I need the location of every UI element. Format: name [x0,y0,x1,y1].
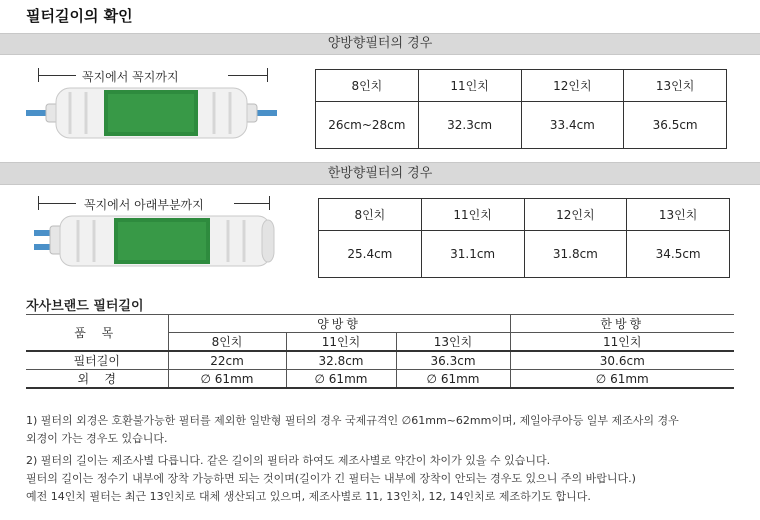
note-line: 예전 14인치 필터는 최근 13인치로 대체 생산되고 있으며, 제조사별로 11, 13인치, 12, 14인치로 제조하기도 합니다. [26,490,591,503]
dimension-label: 꼭지에서 아래부분까지 [84,198,204,212]
size-header: 12인치 [524,199,627,231]
length-cell: 31.1cm [421,231,524,278]
length-cell: 36.5cm [624,102,727,149]
size-header: 11인치 [418,70,521,102]
diameter-cell: ∅ 61mm [168,370,286,389]
row-label: 필터길이 [26,351,168,370]
note-line: 외경이 가는 경우도 있습니다. [26,432,168,445]
section-header-unidirectional: 한방향필터의 경우 [0,162,760,185]
size-header: 12인치 [521,70,624,102]
length-cell: 36.3cm [396,351,510,370]
item-header: 품 목 [26,315,168,352]
right-fitting [257,110,277,116]
size-header: 8인치 [316,70,419,102]
note-line: 1) 필터의 외경은 호환불가능한 필터를 제외한 일반형 필터의 경우 국제규격인 ∅61mm~62mm이며, 제일아쿠아등 일부 제조사의 경우 [26,414,679,427]
size-header: 11인치 [421,199,524,231]
size-header: 11인치 [286,333,396,352]
size-header: 13인치 [396,333,510,352]
length-cell: 22cm [168,351,286,370]
dimension-label: 꼭지에서 꼭지까지 [82,70,179,84]
section-header-bidirectional: 양방향필터의 경우 [0,33,760,55]
page-title: 필터길이의 확인 [26,7,133,25]
note-line: 필터의 길이는 정수기 내부에 장착 가능하면 되는 것이며(길이가 긴 필터는 내부에 장착이 안되는 경우도 있으니 주의 바랍니다.) [26,472,636,485]
length-cell: 32.8cm [286,351,396,370]
row-label: 외 경 [26,370,168,389]
brand-table-title: 자사브랜드 필터길이 [26,299,144,314]
length-cell: 25.4cm [319,231,422,278]
brand-length-table [26,314,734,389]
unidirectional-length-table [318,198,730,278]
unidirectional-header: 한방향 [510,315,734,333]
size-header: 13인치 [624,70,727,102]
size-header: 11인치 [510,333,734,352]
diameter-cell: ∅ 61mm [396,370,510,389]
length-cell: 33.4cm [521,102,624,149]
size-header: 8인치 [319,199,422,231]
length-cell: 34.5cm [627,231,730,278]
bidirectional-filter-image [24,84,279,148]
bidirectional-header: 양방향 [168,315,510,333]
diameter-cell: ∅ 61mm [286,370,396,389]
left-fitting [26,110,46,116]
notes [26,414,754,508]
length-cell: 32.3cm [418,102,521,149]
note-line: 2) 필터의 길이는 제조사별 다릅니다. 같은 길이의 필터라 하여도 제조사별로 약간이 차이가 있을 수 있습니다. [26,454,551,467]
bidirectional-length-table [315,69,727,149]
length-cell: 26cm~28cm [316,102,419,149]
size-header: 8인치 [168,333,286,352]
length-cell: 30.6cm [510,351,734,370]
unidirectional-filter-image [28,212,278,276]
length-cell: 31.8cm [524,231,627,278]
diameter-cell: ∅ 61mm [510,370,734,389]
size-header: 13인치 [627,199,730,231]
